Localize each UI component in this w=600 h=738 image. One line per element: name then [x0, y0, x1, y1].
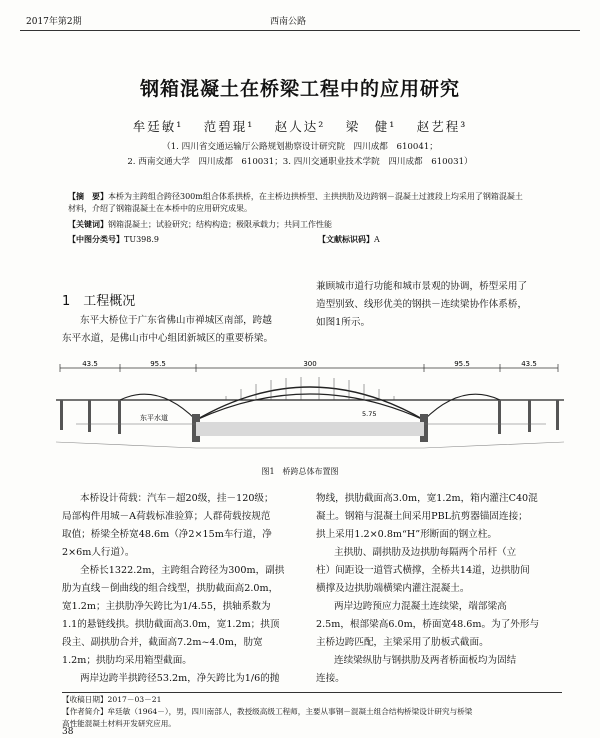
journal-name: 西南公路	[270, 17, 307, 27]
abstract-text: 本桥为主跨组合跨径300m组合体系拱桥，在主桥边拱桥型、主拱拱肋及边跨钢－混凝土过渡段上均采用了钢箱混凝土材料，介绍了钢箱混凝土在本桥中的应用研究成果。	[68, 192, 523, 213]
right-line-5: 柱）间距设一道管式横撑，全桥共14道，边拱肋间	[316, 565, 530, 576]
side-arch-right	[424, 394, 500, 420]
right-intro-line-3: 如图1所示。	[316, 317, 371, 328]
water-label: 东平水道	[140, 414, 168, 422]
right-line-4: 主拱肋、副拱肋及边拱肋每隔两个吊杆（立	[334, 547, 517, 558]
journal-issue: 2017年第2期	[26, 17, 82, 27]
ratio-label: 5.75	[362, 410, 377, 418]
affiliation-line-1: （1. 四川省交通运输厅公路规划勘察设计研究院 四川成都 610041；	[162, 142, 438, 152]
figure-caption: 图1 桥跨总体布置图	[261, 467, 339, 476]
span-label-1: 43.5	[82, 360, 98, 368]
author-5: 赵艺程³	[416, 119, 468, 134]
page-number: 38	[62, 727, 74, 737]
main-arch-lower	[196, 394, 424, 420]
left-line-7: 宽1.2m；主拱肋净矢跨比为1/4.55，拱轴系数为	[62, 601, 271, 612]
right-intro-line-1: 兼顾城市道行功能和城市景观的协调，桥型采用了	[316, 281, 528, 292]
affiliation-line-2: 2. 西南交通大学 四川成都 610031；3. 四川交通职业技术学院 四川成都 610031）	[127, 157, 473, 167]
clc-value: TU398.9	[124, 235, 159, 244]
left-line-3: 取值；桥梁全桥宽48.6m（净2×15m车行道，净	[62, 529, 272, 540]
author-1: 牟廷敏¹	[132, 119, 184, 134]
main-arch-upper	[196, 387, 424, 420]
author-bio-line-2: 高性能混凝土材料开发研究应用。	[62, 719, 176, 728]
author-bio-line-1: 【作者简介】牟廷敏（1964－），男，四川南部人，教授级高级工程师，主要从事钢－混凝土组合结构桥梁设计研究与桥梁	[62, 707, 473, 716]
right-line-3: 拱上采用1.2×0.8m“H”形断面的钢立柱。	[316, 529, 497, 540]
keywords-label: 【关键词】	[68, 219, 108, 229]
right-line-10: 连续梁纵肋与钢拱肋及两者桥面板均为固结	[334, 655, 517, 666]
author-3: 赵人达²	[274, 119, 326, 134]
footnote-rule	[62, 692, 562, 693]
received-date: 【收稿日期】2017－03－21	[62, 695, 162, 704]
doc-code-label: 【文献标识码】	[318, 234, 374, 244]
author-4: 梁 健¹	[345, 119, 397, 134]
left-line-8: 1.1的悬链线拱。拱肋截面高3.0m，宽1.2m；拱顶	[62, 619, 280, 630]
paper-title: 钢箱混凝土在桥梁工程中的应用研究	[139, 78, 460, 100]
author-list	[0, 117, 600, 135]
left-line-1: 本桥设计荷载：汽车－超20级，挂－120级；	[80, 493, 274, 504]
bridge-layout-figure	[56, 358, 564, 460]
span-label-3: 300	[303, 360, 317, 368]
clc-label: 【中图分类号】	[68, 234, 124, 244]
abstract-label: 【摘 要】	[68, 191, 108, 201]
section-1-heading: 1 工程概况	[62, 294, 136, 309]
water-area	[196, 422, 424, 436]
right-line-2: 凝土。钢箱与混凝土间采用PBL抗剪器锚固连接；	[316, 511, 528, 522]
right-intro-line-2: 造型别致、线形优美的钢拱－连续梁协作体系桥，	[316, 299, 528, 310]
intro-line-2: 东平水道，是佛山市中心组团新城区的重要桥梁。	[62, 333, 274, 344]
right-line-6: 横撑及边拱肋端横梁内灌注混凝土。	[316, 583, 470, 594]
right-line-11: 连接。	[316, 673, 345, 684]
header-rule	[20, 30, 580, 31]
left-line-10: 1.2m；拱肋均采用箱型截面。	[62, 655, 192, 666]
keywords-text: 钢箱混凝土；试验研究；结构构造；极限承载力；共同工作性能	[108, 220, 332, 229]
author-2: 范碧琨¹	[203, 119, 255, 134]
left-line-4: 2×6m人行道）。	[62, 547, 135, 558]
right-line-8: 2.5m，根部梁高6.0m，桥面宽48.6m。为了外形与	[316, 619, 540, 630]
left-line-5: 全桥长1322.2m，主跨组合跨径为300m，副拱	[80, 565, 285, 576]
right-line-7: 两岸边跨预应力混凝土连续梁，端部梁高	[334, 601, 507, 612]
abstract	[68, 191, 524, 214]
span-label-5: 43.5	[521, 360, 537, 368]
left-line-2: 局部构件用城－A荷载标准验算；人群荷载按规范	[62, 511, 271, 522]
hangers	[226, 377, 394, 400]
clc-number	[68, 234, 159, 245]
doc-code	[318, 234, 380, 245]
right-line-9: 主桥边跨匹配，主梁采用了肋板式截面。	[316, 637, 489, 648]
keywords	[68, 219, 524, 231]
left-line-9: 段主、副拱肋合并，截面高7.2m~4.0m，肋宽	[62, 637, 263, 648]
doc-code-value: A	[374, 235, 380, 244]
left-line-11: 两岸边跨半拱跨径53.2m，净矢跨比为1/6的抛	[80, 673, 280, 684]
left-line-6: 肋为直线－倒曲线的组合线型，拱肋截面高2.0m，	[62, 583, 279, 594]
intro-line-1: 东平大桥位于广东省佛山市禅城区南部，跨越	[80, 315, 272, 326]
span-label-4: 95.5	[454, 360, 470, 368]
span-label-2: 95.5	[150, 360, 166, 368]
right-line-1: 物线，拱肋截面高3.0m，宽1.2m，箱内灌注C40混	[316, 493, 538, 504]
